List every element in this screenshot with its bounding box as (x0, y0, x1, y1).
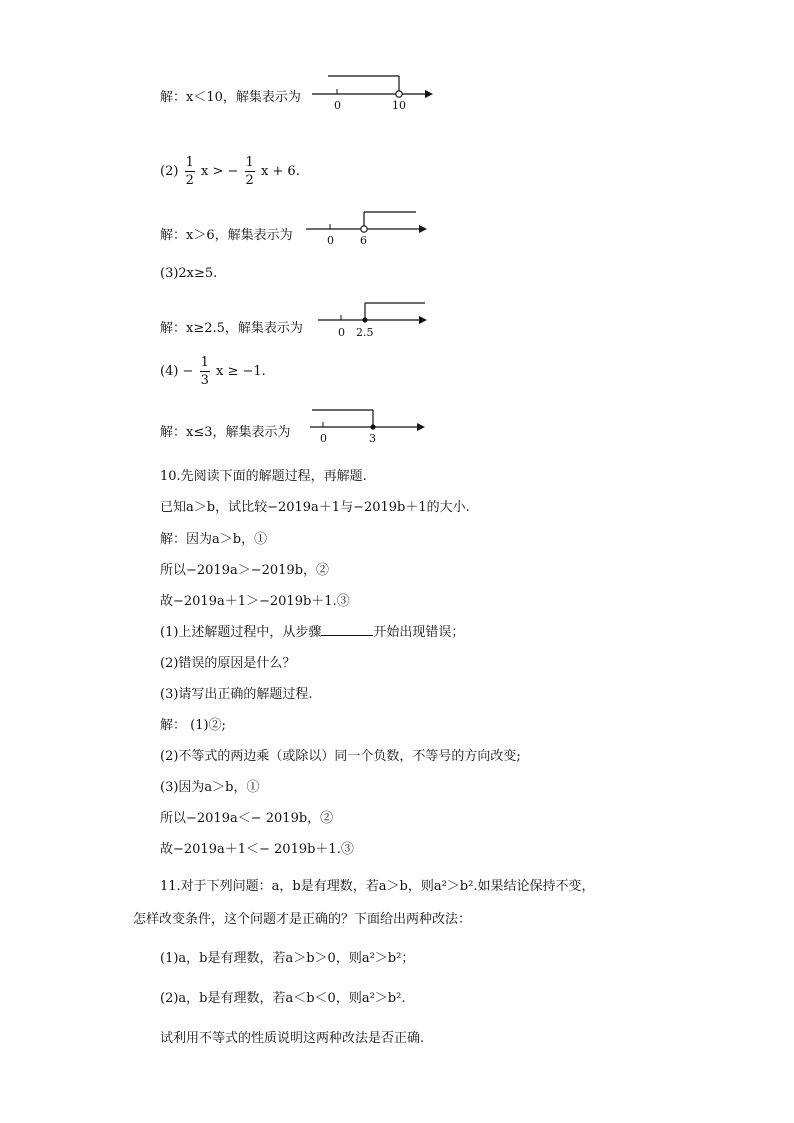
solution-text: x＜10，解集表示为 (186, 90, 301, 105)
solution-text: x≤3，解集表示为 (186, 425, 291, 440)
q10-step-1: 解：因为a＞b，① (160, 532, 268, 547)
number-line-1 (312, 70, 437, 115)
q11-question-cont: 怎样改变条件，这个问题才是正确的？下面给出两种改法： (133, 912, 472, 927)
q10-answer-4: 所以−2019a＜− 2019b，② (160, 811, 334, 826)
fraction: $\frac{1}{3}$ (200, 355, 209, 388)
solution-1 (160, 86, 301, 105)
tick-label-0: 0 (338, 326, 345, 339)
expression: x ≥ −1. (216, 364, 266, 379)
expression: x + 6. (260, 164, 300, 179)
q10-step-3: 故−2019a＋1＞−2019b＋1.③ (160, 594, 350, 609)
solution-4 (160, 421, 291, 440)
tick-label-10: 10 (392, 99, 406, 112)
part-label: (2) (160, 164, 179, 179)
q10-heading: 10.先阅读下面的解题过程，再解题. (160, 469, 367, 484)
solution-text: x≥2.5，解集表示为 (186, 321, 303, 336)
q10-step-2: 所以−2019a＞−2019b，② (160, 563, 330, 578)
number-line-3 (318, 299, 433, 344)
solution-prefix: 解： (160, 228, 187, 243)
number-line-2 (306, 206, 431, 251)
number-line-4 (310, 404, 435, 449)
tick-label-0: 0 (320, 432, 327, 445)
tick-label-0: 0 (334, 99, 341, 112)
q11-option-2: (2)a，b是有理数，若a＜b＜0，则a²＞b². (160, 991, 406, 1006)
part-label: (4) − (160, 364, 194, 379)
q10-answer-3: (3)因为a＞b，① (160, 780, 260, 795)
solution-prefix: 解： (160, 321, 187, 336)
fraction: $\frac{1}{2}$ (245, 155, 254, 188)
q10-question-1: (1)上述解题过程中，从步骤 开始出现错误； (160, 625, 465, 640)
part-4-inequality (160, 356, 266, 387)
q11-option-1: (1)a，b是有理数，若a＞b＞0，则a²＞b²； (160, 951, 415, 966)
q11-question: 11.对于下列问题：a，b是有理数，若a＞b，则a²＞b².如果结论保持不变， (160, 879, 595, 894)
expression: x > − (200, 164, 239, 179)
part-2-inequality (160, 156, 300, 187)
solution-2 (160, 224, 293, 243)
solution-3 (160, 317, 303, 336)
fraction: $\frac{1}{2}$ (185, 155, 194, 188)
q10-given: 已知a＞b，试比较−2019a＋1与−2019b＋1的大小. (160, 500, 470, 515)
tick-label-0: 0 (327, 234, 334, 247)
tick-label-2-5: 2.5 (356, 326, 374, 339)
q11-instruction: 试利用不等式的性质说明这两种改法是否正确. (160, 1031, 425, 1046)
q10-answer-1: 解： (1)②; (160, 718, 226, 733)
q10-question-3: (3)请写出正确的解题过程. (160, 687, 313, 702)
q10-answer-2: (2)不等式的两边乘（或除以）同一个负数，不等号的方向改变; (160, 749, 521, 764)
solution-text: x＞6，解集表示为 (186, 228, 293, 243)
tick-label-6: 6 (360, 234, 367, 247)
solution-prefix: 解： (160, 90, 187, 105)
q10-question-2: (2)错误的原因是什么？ (160, 656, 296, 671)
tick-label-3: 3 (369, 432, 376, 445)
solution-prefix: 解： (160, 425, 187, 440)
q10-answer-5: 故−2019a＋1＜− 2019b＋1.③ (160, 842, 354, 857)
answer-blank[interactable] (321, 623, 373, 636)
part-3-inequality: (3)2x≥5. (160, 266, 218, 281)
